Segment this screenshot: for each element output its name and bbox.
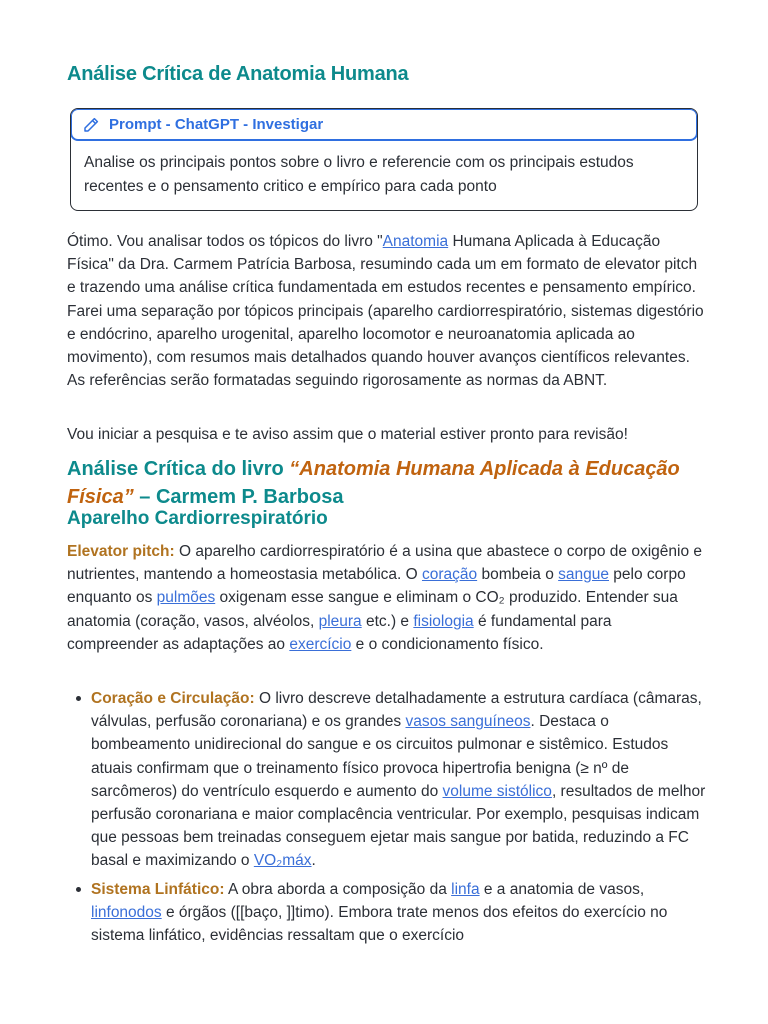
bullet-icon bbox=[76, 696, 81, 701]
link-fisiologia[interactable]: fisiologia bbox=[413, 612, 474, 630]
link-exercicio[interactable]: exercício bbox=[289, 635, 352, 653]
prompt-header[interactable] bbox=[70, 108, 698, 141]
topic-label: Sistema Linfático: bbox=[91, 880, 225, 898]
link-linfonodos[interactable]: linfonodos bbox=[91, 903, 162, 921]
link-pleura[interactable]: pleura bbox=[318, 612, 362, 630]
list-item: Sistema Linfático: A obra aborda a composição da linfa e a anatomia de vasos, linfonodos e órgãos ([[baço, ]]timo). Embora trate menos dos efeitos do exercício no sistema linfático, evidências ressaltam que o exercício bbox=[67, 878, 707, 948]
page-title: Análise Crítica de Anatomia Humana bbox=[67, 63, 409, 85]
elevator-pitch-paragraph: Elevator pitch: O aparelho cardiorrespiratório é a usina que abastece o corpo de oxigênio e nutrientes, mantendo a homeostasia metabólica. O coração bombeia o sangue pelo corpo enquanto os pulmões oxigenam esse sangue e eliminam o CO₂ produzido. Entender sua anatomia (coração, vasos, alvéolos, pleura etc.) e fisiologia é fundamental para compreender as adaptações ao exercício e o condicionamento físico. bbox=[67, 543, 703, 653]
prompt-label: Prompt - ChatGPT - Investigar bbox=[109, 116, 324, 133]
bullet-icon bbox=[76, 887, 81, 892]
intro-followup: Vou iniciar a pesquisa e te aviso assim que o material estiver pronto para revisão! bbox=[67, 426, 628, 443]
link-volume-sistolico[interactable]: volume sistólico bbox=[442, 782, 552, 800]
link-vasos-sanguineos[interactable]: vasos sanguíneos bbox=[405, 713, 531, 731]
topics-list bbox=[67, 687, 707, 952]
list-item: Coração e Circulação: O livro descreve detalhadamente a estrutura cardíaca (câmaras, válvulas, perfusão coronariana) e os grandes vasos sanguíneos. Destaca o bombeamento unidirecional do sangue e os circuitos pulmonar e sistêmico. Estudos atuais confirmam que o treinamento físico provoca hipertrofia benigna (≥ nº de sarcômeros) do ventrículo esquerdo e aumento do volume sistólico, resultados de melhor perfusão coronariana e maior complacência ventricular. Por exemplo, pesquisas indicam que pessoas bem treinadas conseguem ejetar mais sangue por batida, reduzindo a FC basal e maximizando o VO₂máx. bbox=[67, 687, 707, 873]
prompt-text: Analise os principais pontos sobre o livro e referencie com os principais estudos recentes e o pensamento critico e empírico para cada ponto bbox=[84, 154, 634, 195]
link-anatomia[interactable]: Anatomia bbox=[382, 233, 449, 250]
link-vo2max[interactable]: VO₂máx bbox=[253, 852, 312, 870]
section-title: Análise Crítica do livro “Anatomia Humana Aplicada à Educação Física” – Carmem P. Barbosa bbox=[67, 458, 680, 508]
link-coracao[interactable]: coração bbox=[421, 566, 478, 584]
link-linfa[interactable]: linfa bbox=[451, 880, 480, 898]
topic-label: Coração e Circulação: bbox=[91, 690, 255, 707]
prompt-card bbox=[70, 108, 698, 211]
pitch-label: Elevator pitch: bbox=[67, 543, 175, 560]
book-title: “Anatomia Humana Aplicada à Educação Física” bbox=[67, 458, 680, 508]
intro-paragraph: Ótimo. Vou analisar todos os tópicos do livro "Anatomia Humana Aplicada à Educação Física" da Dra. Carmem Patrícia Barbosa, resumindo cada um em formato de elevator pitch e trazendo uma análise crítica fundamentada em estudos recentes e pensamento empírico. Farei uma separação por tópicos principais (aparelho cardiorrespiratório, sistemas digestório e endócrino, aparelho urogenital, aparelho locomotor e neuroanatomia aplicada ao movimento), com resumos mais detalhados quando houver avanços científicos relevantes. As referências serão formatadas seguindo rigorosamente as normas da ABNT. bbox=[67, 233, 704, 390]
pencil-icon bbox=[82, 116, 100, 134]
subsection-title: Aparelho Cardiorrespiratório bbox=[67, 508, 328, 529]
link-sangue[interactable]: sangue bbox=[558, 566, 609, 584]
link-pulmoes[interactable]: pulmões bbox=[156, 589, 216, 607]
